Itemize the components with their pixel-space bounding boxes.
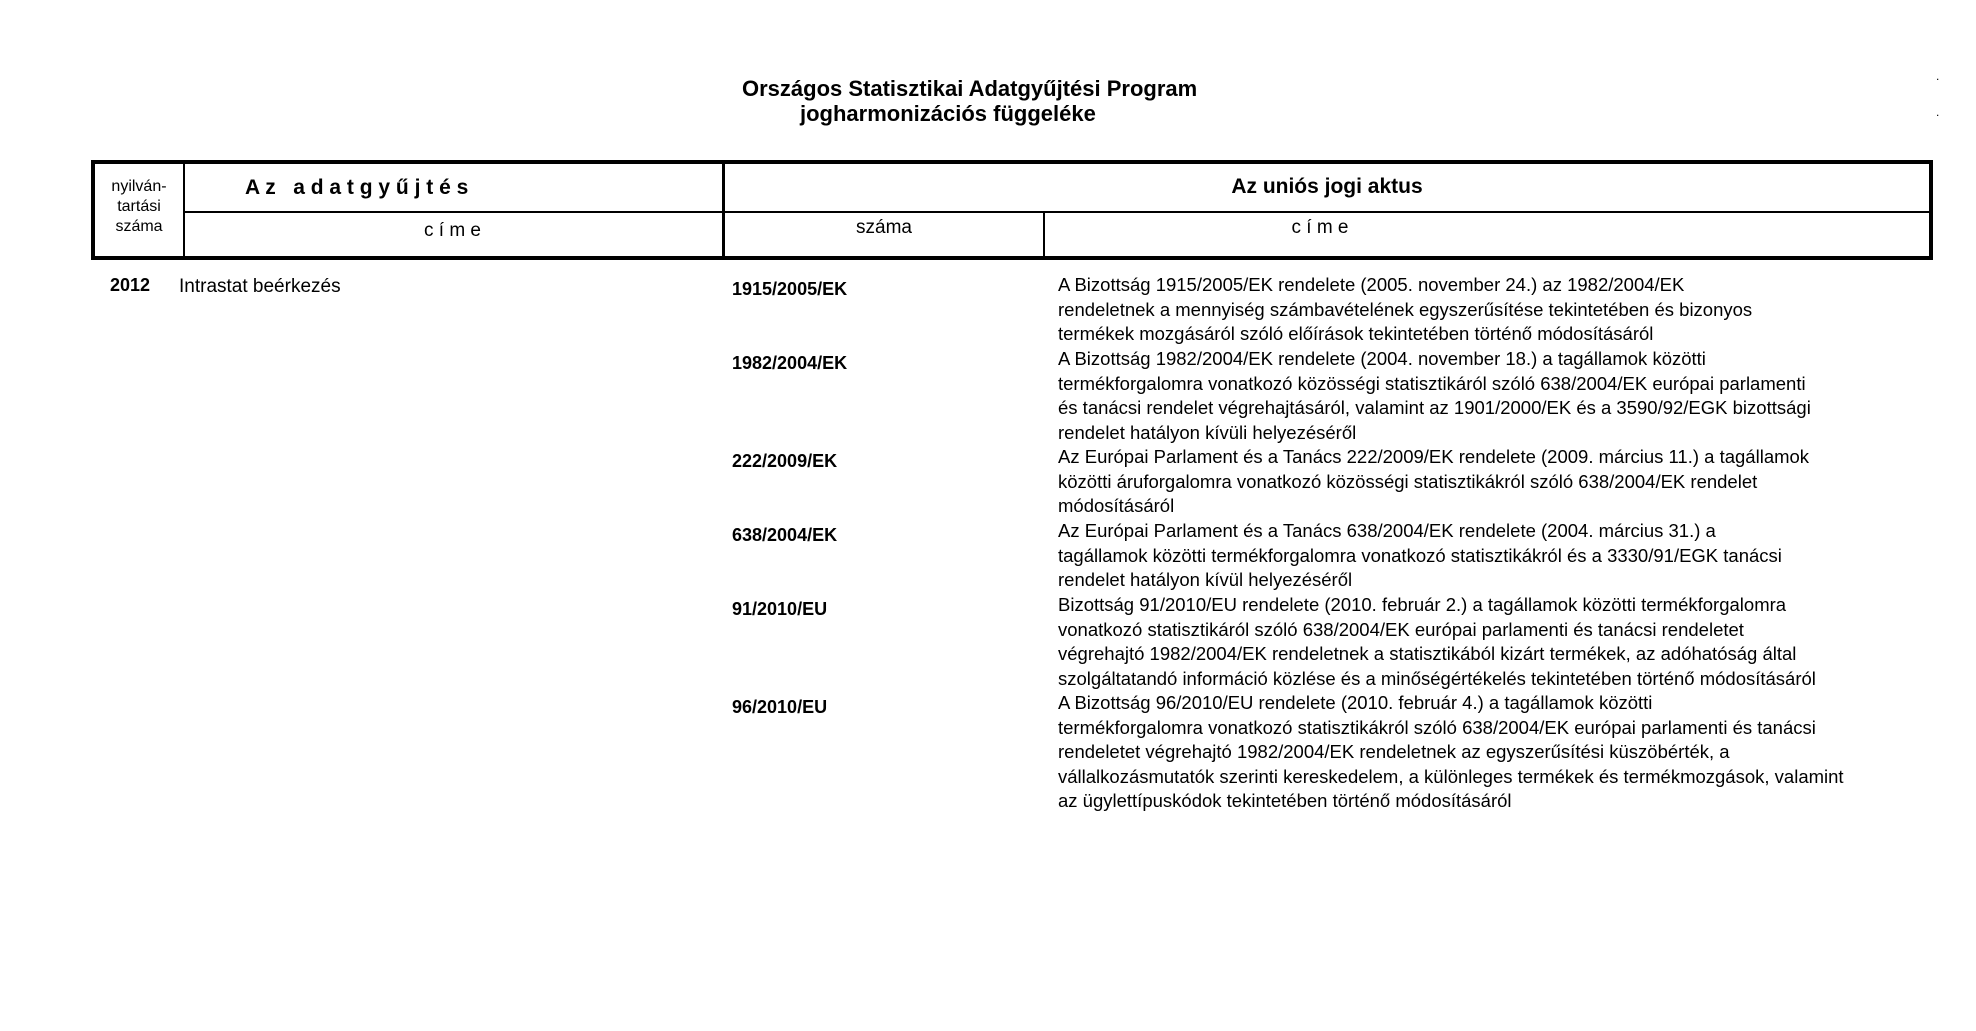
act-number: 91/2010/EU: [732, 599, 828, 619]
header-collection-title: c í m e: [423, 220, 481, 241]
margin-mark: .: [1936, 105, 1940, 119]
header-data-collection: A z a d a t g y ű j t é s: [245, 176, 469, 199]
act-title: A Bizottság 96/2010/EU rendelete (2010. február 4.) a tagállamok közötti termékforgalomra vonatkozó statisztikákról szóló 638/2004/EK európai parlamenti és tanácsi rendeletet végrehajtó 1982/2004/EK rendeletnek az egyszerűsítési küszöbérték, a vállalkozásmutatók szerinti kereskedelem, a különleges termékek és termékmozgások, valamint az ügylettípuskódok tekintetében történő módosításáról: [1058, 692, 1844, 811]
header-divider: [183, 164, 185, 256]
margin-mark: .: [1936, 69, 1940, 83]
header-act-title: c í m e: [1291, 217, 1349, 238]
act-number: 638/2004/EK: [732, 525, 838, 545]
act-title: Bizottság 91/2010/EU rendelete (2010. február 2.) a tagállamok közötti termékforgalomra vonatkozó statisztikáról szóló 638/2004/EK európai parlamenti és tanácsi rendeletet végrehajtó 1982/2004/EK rendeletnek a statisztikából kizárt termékek, az adóhatóság által szolgáltatandó információ közlése és a minőségértékelés tekintetében történő módosításáról: [1058, 594, 1816, 689]
header-divider: [183, 211, 1929, 213]
collection-name: Intrastat beérkezés: [179, 276, 341, 297]
header-registration-number: nyilván- tartási száma: [111, 178, 167, 235]
act-number: 96/2010/EU: [732, 697, 828, 717]
act-title: A Bizottság 1915/2005/EK rendelete (2005. november 24.) az 1982/2004/EK rendeletnek a mennyiség számbavételének egyszerűsítése tekintetében és bizonyos termékek mozgásáról szóló előírások tekintetében történő módosításáról: [1058, 274, 1753, 344]
header-act-number: száma: [856, 217, 912, 238]
act-number: 222/2009/EK: [732, 451, 838, 471]
header-eu-legal-act: Az uniós jogi aktus: [1231, 175, 1423, 198]
document-subtitle: jogharmonizációs függeléke: [800, 101, 1096, 126]
act-title: Az Európai Parlament és a Tanács 638/2004/EK rendelete (2004. március 31.) a tagállamok közötti termékforgalomra vonatkozó statisztikákról és a 3330/91/EGK tanácsi rendelet hatályon kívül helyezéséről: [1058, 520, 1782, 590]
act-title: A Bizottság 1982/2004/EK rendelete (2004. november 18.) a tagállamok közötti termékforgalomra vonatkozó közösségi statisztikáról szóló 638/2004/EK európai parlamenti és tanácsi rendelet végrehajtásáról, valamint az 1901/2000/EK és a 3590/92/EGK bizottsági rendelet hatályon kívüli helyezéséről: [1058, 348, 1811, 443]
document-title: Országos Statisztikai Adatgyűjtési Program: [742, 76, 1198, 101]
collection-number: 2012: [110, 275, 151, 295]
act-number: 1982/2004/EK: [732, 353, 848, 373]
act-number: 1915/2005/EK: [732, 279, 848, 299]
table-header: [91, 160, 1933, 260]
act-title: Az Európai Parlament és a Tanács 222/2009/EK rendelete (2009. március 11.) a tagállamok közötti áruforgalomra vonatkozó közösségi statisztikákról szóló 638/2004/EK rendelet módosításáról: [1058, 446, 1810, 516]
